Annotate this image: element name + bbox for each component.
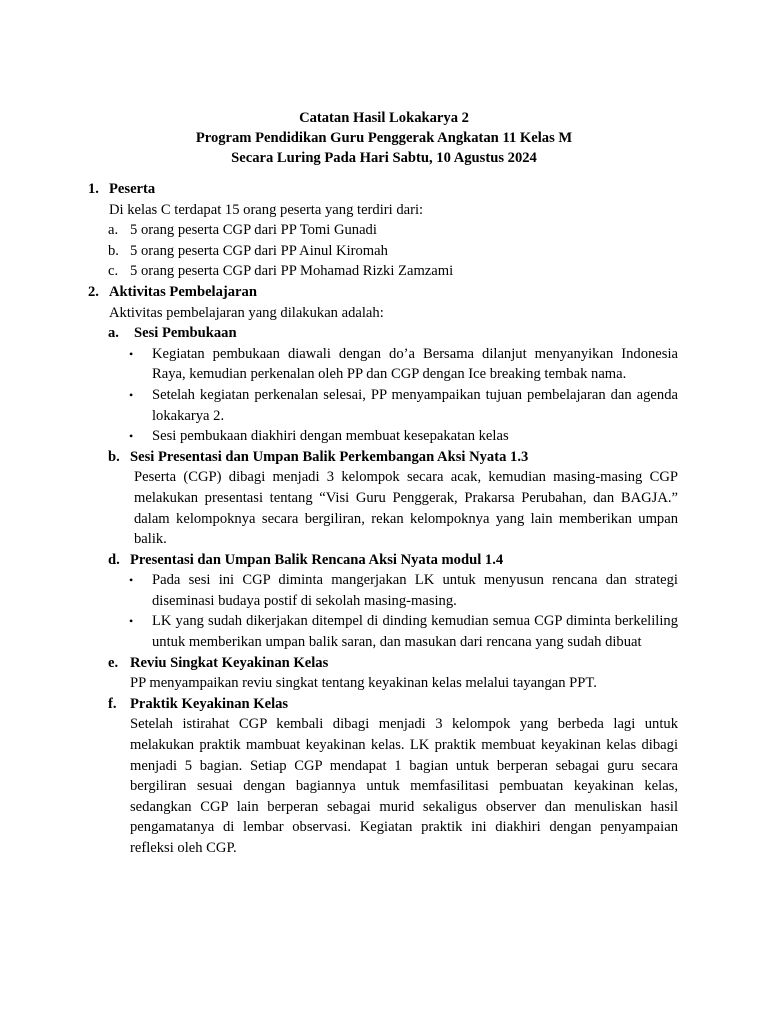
subsection-b-text: Peserta (CGP) dibagi menjadi 3 kelompok secara acak, kemudian masing-masing CGP melakukan presentasi tentang “Visi Guru Penggerak, Prakarsa Perubahan, dan BAGJA.” dalam kelompoknya secara bergiliran, rekan kelompoknya yang lain memberikan umpan balik. — [134, 469, 678, 548]
section-1-title: Peserta — [109, 181, 156, 197]
bullet-item — [88, 344, 678, 385]
document-title — [0, 108, 768, 168]
section-1-number: 1. — [88, 181, 99, 197]
section-2-intro: Aktivitas pembelajaran yang dilakukan adalah: — [109, 304, 384, 321]
list-item — [88, 220, 678, 241]
list-item-text: 5 orang peserta CGP dari PP Mohamad Rizki Zamzami — [130, 263, 454, 280]
subsection-title: Reviu Singkat Keyakinan Kelas — [130, 654, 329, 671]
section-1-intro: Di kelas C terdapat 15 orang peserta yang terdiri dari: — [109, 201, 424, 218]
subsection-title: Praktik Keyakinan Kelas — [130, 695, 289, 712]
bullet-icon: • — [129, 346, 134, 361]
subsection-letter: e. — [108, 654, 119, 671]
title-line-3: Secara Luring Pada Hari Sabtu, 10 Agustus 2024 — [231, 150, 537, 166]
bullet-icon: • — [129, 614, 134, 629]
title-line-1: Catatan Hasil Lokakarya 2 — [299, 110, 469, 126]
bullet-text: Pada sesi ini CGP diminta mangerjakan LK untuk menyusun rencana dan strategi diseminasi budaya postif di sekolah masing-masing. — [152, 572, 678, 609]
bullet-icon: • — [129, 573, 134, 588]
subsection-f-text: Setelah istirahat CGP kembali dibagi menjadi 3 kelompok yang berbeda lagi untuk melakukan praktik mambuat keyakinan kelas. LK praktik membuat keyakinan kelas dibagi menjadi 5 bagian. Setiap CGP mendapat 1 bagian untuk berperan sebagai guru secara bergiliran sesuai dengan bagiannya untuk memfasilitasi pembuatan keyakinan kelas, sedangkan CGP lain berperan sebagai murid sekaligus observer dan menuliskan hasil pengamatanya di lembar observasi. Kegiatan praktik ini diakhiri dengan penyampaian refleksi oleh CGP. — [130, 716, 678, 856]
title-line-2: Program Pendidikan Guru Penggerak Angkatan 11 Kelas M — [195, 130, 573, 146]
list-item-text: 5 orang peserta CGP dari PP Ainul Kiromah — [130, 242, 388, 259]
list-item — [88, 261, 678, 282]
subsection-letter: a. — [108, 325, 119, 342]
bullet-icon: • — [129, 429, 134, 444]
section-2-number: 2. — [88, 283, 99, 300]
bullet-text: LK yang sudah dikerjakan ditempel di dinding kemudian semua CGP diminta berkeliling untuk memberikan umpan balik saran, dan masukan dari rencana yang sudah dibuat — [152, 613, 678, 651]
bullet-text: Sesi pembukaan diakhiri dengan membuat kesepakatan kelas — [152, 428, 509, 445]
section-2-heading — [88, 282, 678, 303]
subsection-b-heading — [88, 447, 678, 468]
subsection-e-text: PP menyampaikan reviu singkat tentang keyakinan kelas melalui tayangan PPT. — [130, 675, 597, 692]
subsection-title: Sesi Pembukaan — [134, 325, 237, 342]
subsection-f-heading — [88, 694, 678, 715]
list-item — [88, 241, 678, 262]
list-item-letter: c. — [108, 263, 119, 280]
bullet-text: Setelah kegiatan perkenalan selesai, PP menyampaikan tujuan pembelajaran dan agenda lokakarya 2. — [152, 386, 678, 424]
bullet-text: Kegiatan pembukaan diawali dengan do’a Bersama dilanjut menyanyikan Indonesia Raya, kemudian perkenalan oleh PP dan CGP dengan Ice breaking tembak nama. — [152, 345, 678, 383]
section-1-heading — [88, 179, 678, 200]
section-2-title: Aktivitas Pembelajaran — [109, 283, 257, 300]
bullet-item — [88, 611, 678, 652]
subsection-d-heading — [88, 550, 678, 571]
subsection-letter: b. — [108, 448, 120, 465]
bullet-item — [88, 426, 678, 447]
subsection-title: Presentasi dan Umpan Balik Rencana Aksi Nyata modul 1.4 — [130, 551, 504, 568]
list-item-letter: b. — [108, 242, 119, 259]
subsection-e-heading — [88, 653, 678, 674]
subsection-a-heading — [88, 323, 678, 344]
subsection-letter: d. — [108, 551, 120, 568]
subsection-title: Sesi Presentasi dan Umpan Balik Perkembangan Aksi Nyata 1.3 — [130, 448, 529, 465]
subsection-letter: f. — [108, 695, 117, 712]
bullet-item — [88, 570, 678, 611]
list-item-letter: a. — [108, 222, 119, 239]
bullet-icon: • — [129, 387, 134, 402]
list-item-text: 5 orang peserta CGP dari PP Tomi Gunadi — [130, 222, 377, 239]
bullet-item — [88, 385, 678, 426]
document-body — [88, 179, 678, 859]
